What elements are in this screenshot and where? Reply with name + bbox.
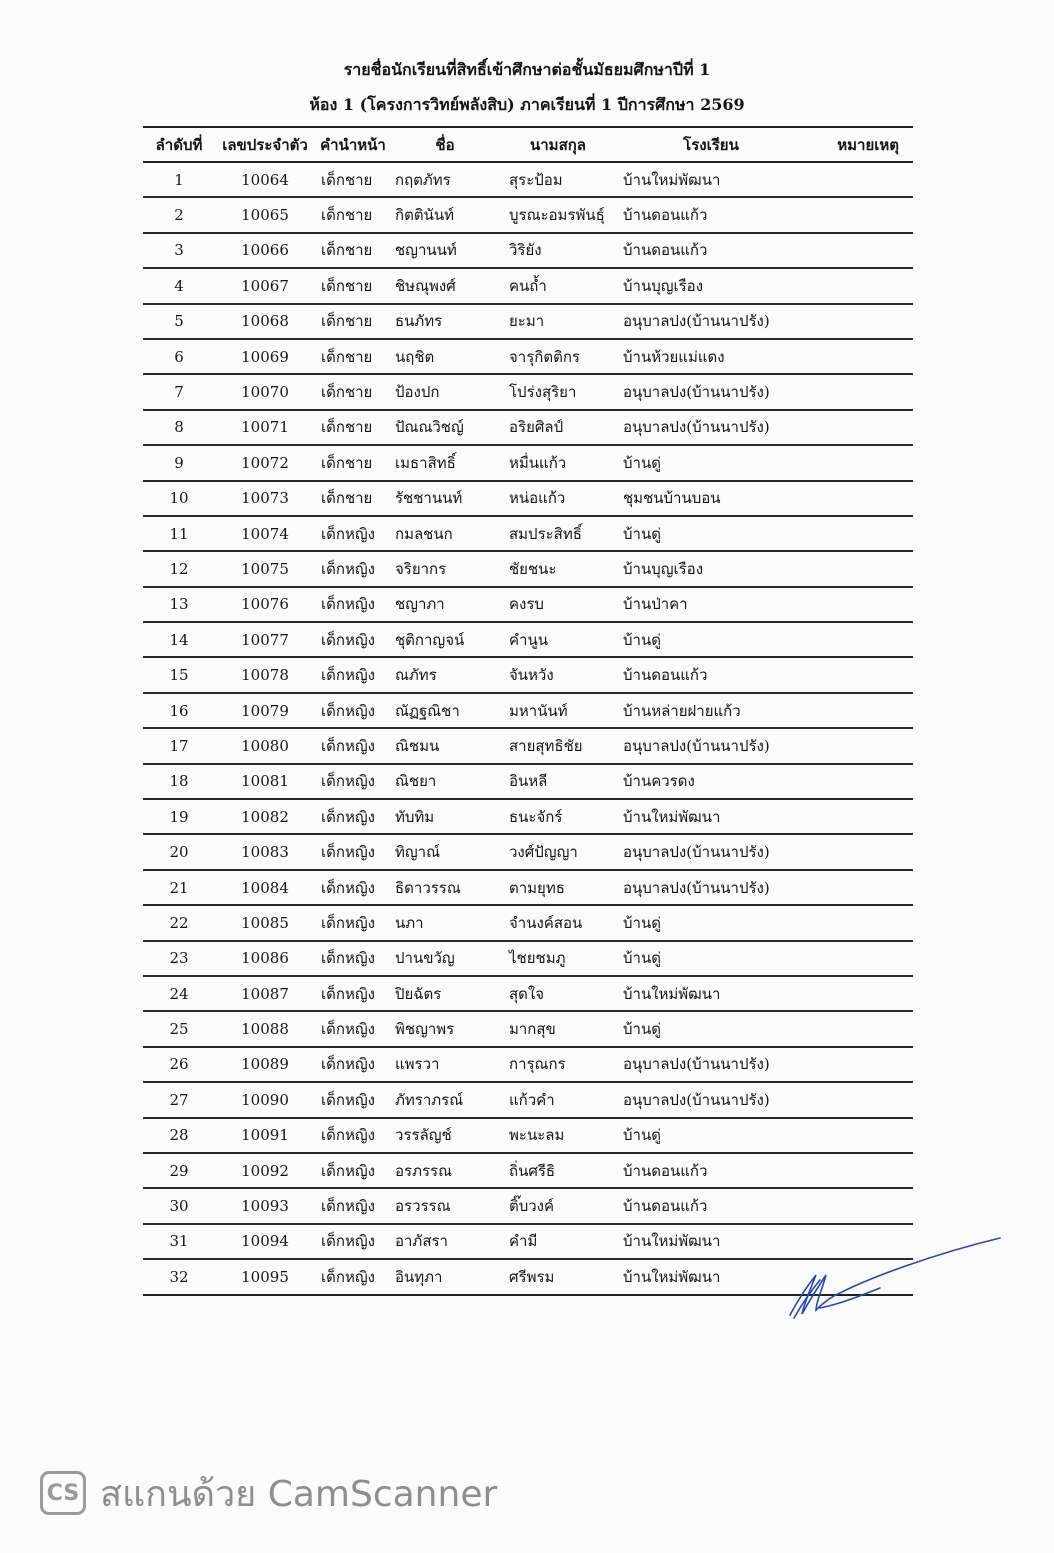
cell-id: 10084 (215, 870, 315, 905)
cell-id: 10072 (215, 445, 315, 480)
cell-last-name: คนถ้ำ (499, 268, 617, 303)
cell-no: 8 (143, 410, 215, 445)
table-row (143, 693, 913, 728)
cell-no: 11 (143, 516, 215, 551)
table-row (143, 445, 913, 480)
header-id: เลขประจำตัว (215, 127, 315, 162)
cell-first-name: อาภัสรา (391, 1224, 499, 1259)
cell-school: บ้านใหม่พัฒนา (617, 162, 805, 197)
cell-note (805, 410, 913, 445)
cell-no: 20 (143, 834, 215, 869)
cell-first-name: ณภัทร (391, 657, 499, 692)
cell-last-name: ตามยุทธ (499, 870, 617, 905)
cell-prefix: เด็กหญิง (315, 834, 391, 869)
cell-prefix: เด็กหญิง (315, 1153, 391, 1188)
cell-first-name: ทับทิม (391, 799, 499, 834)
cell-note (805, 1047, 913, 1082)
cell-no: 23 (143, 941, 215, 976)
table-row (143, 905, 913, 940)
cell-id: 10073 (215, 481, 315, 516)
cell-prefix: เด็กหญิง (315, 905, 391, 940)
cell-prefix: เด็กหญิง (315, 941, 391, 976)
cell-id: 10092 (215, 1153, 315, 1188)
cell-id: 10095 (215, 1259, 315, 1294)
cell-id: 10091 (215, 1118, 315, 1153)
cell-note (805, 657, 913, 692)
cell-school: บ้านดู่ (617, 1011, 805, 1046)
cell-school: อนุบาลปง(บ้านนาปรัง) (617, 728, 805, 763)
cell-last-name: จำนงค์สอน (499, 905, 617, 940)
cell-last-name: โปร่งสุริยา (499, 374, 617, 409)
cell-no: 30 (143, 1188, 215, 1223)
cell-note (805, 834, 913, 869)
table-row (143, 1047, 913, 1082)
cell-prefix: เด็กชาย (315, 374, 391, 409)
table-row (143, 834, 913, 869)
cell-no: 32 (143, 1259, 215, 1294)
cell-first-name: กมลชนก (391, 516, 499, 551)
table-row (143, 941, 913, 976)
cell-id: 10093 (215, 1188, 315, 1223)
cell-first-name: พิชญาพร (391, 1011, 499, 1046)
table-row (143, 339, 913, 374)
cell-school: บ้านดู่ (617, 516, 805, 551)
cell-prefix: เด็กหญิง (315, 551, 391, 586)
cell-school: บ้านดอนแก้ว (617, 197, 805, 232)
cell-school: อนุบาลปง(บ้านนาปรัง) (617, 1047, 805, 1082)
cell-last-name: ยะมา (499, 304, 617, 339)
cell-school: บ้านใหม่พัฒนา (617, 976, 805, 1011)
cell-prefix: เด็กชาย (315, 339, 391, 374)
table-row (143, 1153, 913, 1188)
cell-note (805, 1188, 913, 1223)
cell-school: อนุบาลปง(บ้านนาปรัง) (617, 870, 805, 905)
cell-first-name: ทิญาณ์ (391, 834, 499, 869)
cell-school: บ้านดอนแก้ว (617, 1153, 805, 1188)
cell-first-name: นฤชิต (391, 339, 499, 374)
cell-id: 10071 (215, 410, 315, 445)
cell-first-name: ณิชยา (391, 764, 499, 799)
cell-id: 10094 (215, 1224, 315, 1259)
cell-first-name: จริยากร (391, 551, 499, 586)
cell-prefix: เด็กหญิง (315, 1011, 391, 1046)
cell-prefix: เด็กชาย (315, 233, 391, 268)
cell-note (805, 233, 913, 268)
cell-last-name: มากสุข (499, 1011, 617, 1046)
cell-id: 10069 (215, 339, 315, 374)
cell-id: 10074 (215, 516, 315, 551)
cell-prefix: เด็กชาย (315, 481, 391, 516)
cell-note (805, 1011, 913, 1046)
cell-note (805, 587, 913, 622)
cell-first-name: ธิดาวรรณ (391, 870, 499, 905)
cell-school: บ้านดู่ (617, 905, 805, 940)
cell-note (805, 976, 913, 1011)
cell-first-name: ภัทราภรณ์ (391, 1082, 499, 1117)
cell-no: 17 (143, 728, 215, 763)
header-prefix: คำนำหน้า (315, 127, 391, 162)
cell-note (805, 799, 913, 834)
cell-last-name: พะนะลม (499, 1118, 617, 1153)
table-row (143, 1082, 913, 1117)
cell-note (805, 339, 913, 374)
cell-note (805, 197, 913, 232)
table-row (143, 587, 913, 622)
cell-prefix: เด็กหญิง (315, 693, 391, 728)
cell-first-name: อินทุภา (391, 1259, 499, 1294)
cell-school: บ้านบุญเรือง (617, 551, 805, 586)
cell-no: 21 (143, 870, 215, 905)
cell-first-name: ชุติกาญจน์ (391, 622, 499, 657)
table-row (143, 197, 913, 232)
cell-no: 13 (143, 587, 215, 622)
cell-prefix: เด็กหญิง (315, 587, 391, 622)
cell-first-name: วรรลัญช์ (391, 1118, 499, 1153)
cell-id: 10087 (215, 976, 315, 1011)
cell-school: บ้านดอนแก้ว (617, 233, 805, 268)
table-row (143, 551, 913, 586)
cell-id: 10067 (215, 268, 315, 303)
cell-no: 25 (143, 1011, 215, 1046)
cell-id: 10088 (215, 1011, 315, 1046)
cell-prefix: เด็กหญิง (315, 1224, 391, 1259)
cell-first-name: อรวรรณ (391, 1188, 499, 1223)
cell-last-name: อริยศิลป์ (499, 410, 617, 445)
cell-school: อนุบาลปง(บ้านนาปรัง) (617, 410, 805, 445)
cell-school: อนุบาลปง(บ้านนาปรัง) (617, 834, 805, 869)
cell-last-name: คำมี (499, 1224, 617, 1259)
cell-prefix: เด็กหญิง (315, 1118, 391, 1153)
table-row (143, 481, 913, 516)
cell-school: บ้านดอนแก้ว (617, 1188, 805, 1223)
cell-note (805, 551, 913, 586)
table-row (143, 1011, 913, 1046)
cell-last-name: สายสุทธิชัย (499, 728, 617, 763)
cell-last-name: ติ๊บวงค์ (499, 1188, 617, 1223)
cell-no: 19 (143, 799, 215, 834)
cell-first-name: รัชชานนท์ (391, 481, 499, 516)
cell-first-name: ชิษณุพงศ์ (391, 268, 499, 303)
cell-last-name: วงศ์ปัญญา (499, 834, 617, 869)
cell-last-name: ศรีพรม (499, 1259, 617, 1294)
cell-no: 6 (143, 339, 215, 374)
header-first-name: ชื่อ (391, 127, 499, 162)
cell-last-name: บูรณะอมรพันธุ์ (499, 197, 617, 232)
cell-prefix: เด็กหญิง (315, 516, 391, 551)
table-row (143, 657, 913, 692)
cell-no: 29 (143, 1153, 215, 1188)
cell-no: 4 (143, 268, 215, 303)
table-row (143, 162, 913, 197)
cell-id: 10083 (215, 834, 315, 869)
cell-school: บ้านป่าคา (617, 587, 805, 622)
cell-id: 10070 (215, 374, 315, 409)
cell-prefix: เด็กชาย (315, 162, 391, 197)
table-row (143, 304, 913, 339)
cell-last-name: หน่อแก้ว (499, 481, 617, 516)
cell-prefix: เด็กหญิง (315, 799, 391, 834)
cell-no: 3 (143, 233, 215, 268)
cell-note (805, 304, 913, 339)
cell-id: 10080 (215, 728, 315, 763)
cell-no: 24 (143, 976, 215, 1011)
table-row (143, 1118, 913, 1153)
cell-school: บ้านดู่ (617, 622, 805, 657)
cell-note (805, 1153, 913, 1188)
camscanner-watermark (40, 1468, 497, 1518)
cell-school: บ้านควรดง (617, 764, 805, 799)
cell-last-name: แก้วคำ (499, 1082, 617, 1117)
cell-prefix: เด็กหญิง (315, 622, 391, 657)
header-last-name: นามสกุล (499, 127, 617, 162)
table-row (143, 976, 913, 1011)
cell-id: 10089 (215, 1047, 315, 1082)
cell-school: บ้านดอนแก้ว (617, 657, 805, 692)
cell-last-name: จารุกิตติกร (499, 339, 617, 374)
cell-first-name: ณัฏฐณิชา (391, 693, 499, 728)
cell-note (805, 941, 913, 976)
table-row (143, 622, 913, 657)
cell-last-name: มหานันท์ (499, 693, 617, 728)
table-row (143, 410, 913, 445)
cell-school: บ้านห้วยแม่แดง (617, 339, 805, 374)
cell-prefix: เด็กชาย (315, 197, 391, 232)
cell-id: 10081 (215, 764, 315, 799)
table-row (143, 870, 913, 905)
cell-no: 28 (143, 1118, 215, 1153)
cell-note (805, 728, 913, 763)
table-header-row (143, 127, 913, 162)
cell-first-name: นภา (391, 905, 499, 940)
cell-note (805, 693, 913, 728)
cell-no: 27 (143, 1082, 215, 1117)
camscanner-text: สแกนด้วย CamScanner (100, 1473, 498, 1515)
cell-id: 10086 (215, 941, 315, 976)
cell-prefix: เด็กหญิง (315, 1188, 391, 1223)
header-no: ลำดับที่ (143, 127, 215, 162)
cell-first-name: ธนภัทร (391, 304, 499, 339)
cell-first-name: ชญาภา (391, 587, 499, 622)
cell-first-name: อรภรรณ (391, 1153, 499, 1188)
table-row (143, 233, 913, 268)
cell-no: 15 (143, 657, 215, 692)
cell-no: 7 (143, 374, 215, 409)
header-note: หมายเหตุ (805, 127, 913, 162)
cell-note (805, 162, 913, 197)
cell-prefix: เด็กหญิง (315, 728, 391, 763)
cell-prefix: เด็กชาย (315, 410, 391, 445)
cell-note (805, 445, 913, 480)
cell-note (805, 481, 913, 516)
table-row (143, 799, 913, 834)
cell-last-name: คำนูน (499, 622, 617, 657)
cell-id: 10077 (215, 622, 315, 657)
cell-note (805, 764, 913, 799)
cell-id: 10078 (215, 657, 315, 692)
cell-no: 2 (143, 197, 215, 232)
cell-last-name: ถิ่นศรีธิ (499, 1153, 617, 1188)
cell-note (805, 268, 913, 303)
cell-last-name: การุณกร (499, 1047, 617, 1082)
cell-id: 10076 (215, 587, 315, 622)
cell-last-name: ไชยชมภู (499, 941, 617, 976)
cell-note (805, 870, 913, 905)
table-row (143, 374, 913, 409)
cell-note (805, 905, 913, 940)
cell-prefix: เด็กหญิง (315, 870, 391, 905)
cell-last-name: ธนะจักร์ (499, 799, 617, 834)
cell-school: บ้านดู่ (617, 445, 805, 480)
table-row (143, 516, 913, 551)
cell-last-name: วิริยัง (499, 233, 617, 268)
cell-prefix: เด็กชาย (315, 268, 391, 303)
cell-prefix: เด็กชาย (315, 304, 391, 339)
cell-no: 14 (143, 622, 215, 657)
cell-id: 10075 (215, 551, 315, 586)
cell-school: อนุบาลปง(บ้านนาปรัง) (617, 1082, 805, 1117)
cell-school: บ้านดู่ (617, 941, 805, 976)
cell-first-name: แพรวา (391, 1047, 499, 1082)
cell-no: 10 (143, 481, 215, 516)
student-table (143, 126, 913, 1296)
cell-first-name: กิตตินันท์ (391, 197, 499, 232)
cell-school: บ้านใหม่พัฒนา (617, 799, 805, 834)
cell-note (805, 374, 913, 409)
cell-no: 22 (143, 905, 215, 940)
cell-school: อนุบาลปง(บ้านนาปรัง) (617, 374, 805, 409)
cell-last-name: อินหลี (499, 764, 617, 799)
cell-first-name: ชญานนท์ (391, 233, 499, 268)
cell-last-name: คงรบ (499, 587, 617, 622)
cell-first-name: ปัณณวิชญ์ (391, 410, 499, 445)
cell-first-name: เมธาสิทธิ์ (391, 445, 499, 480)
cell-no: 31 (143, 1224, 215, 1259)
cell-school: บ้านดู่ (617, 1118, 805, 1153)
cell-no: 12 (143, 551, 215, 586)
cell-school: บ้านใหม่พัฒนา (617, 1259, 805, 1294)
cell-first-name: ณิชมน (391, 728, 499, 763)
cell-note (805, 1118, 913, 1153)
cell-no: 5 (143, 304, 215, 339)
cell-school: บ้านบุญเรือง (617, 268, 805, 303)
cell-last-name: สุระป้อม (499, 162, 617, 197)
cell-id: 10064 (215, 162, 315, 197)
cell-prefix: เด็กหญิง (315, 1259, 391, 1294)
cell-last-name: หมื่นแก้ว (499, 445, 617, 480)
table-row (143, 268, 913, 303)
header-school: โรงเรียน (617, 127, 805, 162)
cell-prefix: เด็กหญิง (315, 976, 391, 1011)
cell-id: 10068 (215, 304, 315, 339)
cell-id: 10090 (215, 1082, 315, 1117)
document-subtitle: ห้อง 1 (โครงการวิทย์พลังสิบ) ภาคเรียนที่ 1 ปีการศึกษา 2569 (309, 95, 745, 114)
cell-id: 10065 (215, 197, 315, 232)
cell-id: 10085 (215, 905, 315, 940)
camscanner-logo-icon: CS (40, 1471, 86, 1515)
cell-note (805, 516, 913, 551)
cell-first-name: ปิยฉัตร (391, 976, 499, 1011)
document-title: รายชื่อนักเรียนที่สิทธิ์เข้าศึกษาต่อชั้นมัธยมศึกษาปีที่ 1 (343, 60, 711, 79)
cell-id: 10079 (215, 693, 315, 728)
cell-no: 26 (143, 1047, 215, 1082)
cell-school: บ้านหล่ายฝายแก้ว (617, 693, 805, 728)
cell-first-name: ปานขวัญ (391, 941, 499, 976)
table-row (143, 1188, 913, 1223)
cell-prefix: เด็กหญิง (315, 1082, 391, 1117)
cell-prefix: เด็กชาย (315, 445, 391, 480)
table-row (143, 728, 913, 763)
cell-school: บ้านใหม่พัฒนา (617, 1224, 805, 1259)
cell-last-name: สมประสิทธิ์ (499, 516, 617, 551)
cell-first-name: กฤตภัทร (391, 162, 499, 197)
cell-last-name: สุดใจ (499, 976, 617, 1011)
cell-no: 9 (143, 445, 215, 480)
cell-first-name: ป้องปก (391, 374, 499, 409)
cell-id: 10066 (215, 233, 315, 268)
cell-school: อนุบาลปง(บ้านนาปรัง) (617, 304, 805, 339)
cell-last-name: จันหวัง (499, 657, 617, 692)
cell-note (805, 622, 913, 657)
cell-prefix: เด็กหญิง (315, 764, 391, 799)
cell-no: 18 (143, 764, 215, 799)
cell-school: ชุมชนบ้านบอน (617, 481, 805, 516)
cell-last-name: ชัยชนะ (499, 551, 617, 586)
cell-prefix: เด็กหญิง (315, 657, 391, 692)
cell-no: 16 (143, 693, 215, 728)
cell-no: 1 (143, 162, 215, 197)
cell-prefix: เด็กหญิง (315, 1047, 391, 1082)
signature (780, 1230, 1010, 1325)
table-row (143, 764, 913, 799)
cell-note (805, 1082, 913, 1117)
cell-id: 10082 (215, 799, 315, 834)
